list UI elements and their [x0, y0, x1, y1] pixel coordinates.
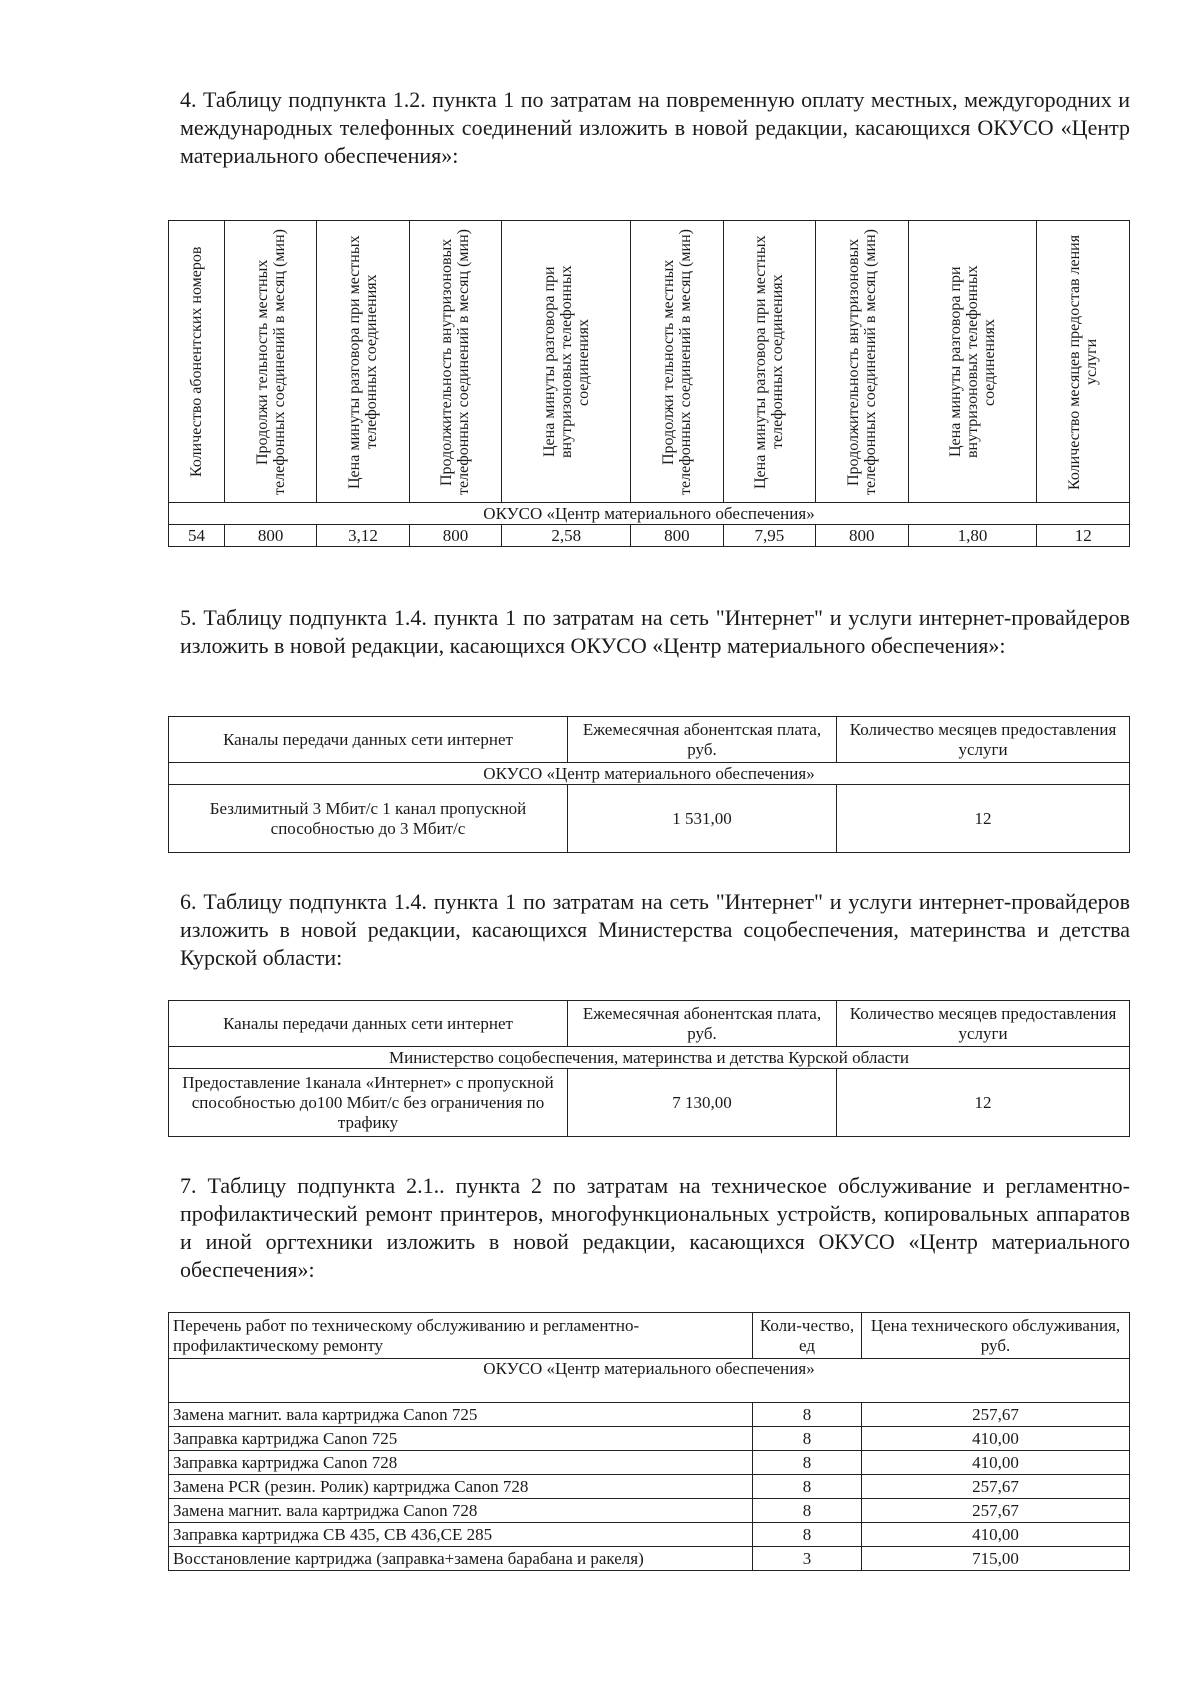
t4-cell: 800 — [224, 525, 316, 547]
paragraph-7: 7. Таблицу подпункта 2.1.. пункта 2 по затратам на техническое обслуживание и регламентно-профилактический ремонт принтеров, многофункциональных устройств, копировальных аппаратов и иной оргтехники изложить в новой редакции, касающихся ОКУСО «Центр материального обеспечения»: — [180, 1173, 1130, 1282]
t5-header-channels: Каналы передачи данных сети интернет — [169, 717, 568, 763]
t5-cell-fee: 1 531,00 — [568, 785, 837, 853]
table-row: Заправка картриджа Canon 728 — [169, 1451, 753, 1475]
paragraph-4: 4. Таблицу подпункта 1.2. пункта 1 по затратам на повременную оплату местных, междугородних и международных телефонных соединений изложить в новой редакции, касающихся ОКУСО «Центр материального обеспечения»: — [180, 87, 1130, 168]
t7-qty: 8 — [753, 1451, 862, 1475]
t5-cell-channel: Безлимитный 3 Мбит/с 1 канал пропускной способностью до 3 Мбит/с — [169, 785, 568, 853]
t6-org-row: Министерство соцобеспечения, материнства и детства Курской области — [169, 1047, 1130, 1069]
t4-cell: 800 — [409, 525, 501, 547]
t6-cell-channel: Предоставление 1канала «Интернет» с пропускной способностью до100 Мбит/с без ограничения по трафику — [169, 1069, 568, 1137]
t4-header: Количество абонентских номеров — [169, 221, 225, 503]
t4-header: Количество месяцев предостав ления услуги — [1037, 221, 1130, 503]
t6-header-fee: Ежемесячная абонентская плата, руб. — [568, 1001, 837, 1047]
t4-cell: 2,58 — [502, 525, 631, 547]
t7-price: 410,00 — [862, 1523, 1130, 1547]
t6-cell-fee: 7 130,00 — [568, 1069, 837, 1137]
t4-org-row: ОКУСО «Центр материального обеспечения» — [169, 503, 1130, 525]
table-row: Замена PCR (резин. Ролик) картриджа Canon 728 — [169, 1475, 753, 1499]
t4-cell: 12 — [1037, 525, 1130, 547]
table-7-maintenance — [168, 1312, 1130, 1571]
t4-cell: 800 — [816, 525, 908, 547]
t4-header: Цена минуты разговора при местных телефонных соединениях — [723, 221, 815, 503]
t7-price: 410,00 — [862, 1427, 1130, 1451]
t7-qty: 8 — [753, 1499, 862, 1523]
table-row: Восстановление картриджа (заправка+замена барабана и ракеля) — [169, 1547, 753, 1571]
t4-header: Продолжительность внутризоновых телефонных соединений в месяц (мин) — [816, 221, 908, 503]
table-4-telephone — [168, 220, 1130, 547]
t5-header-fee: Ежемесячная абонентская плата, руб. — [568, 717, 837, 763]
t7-qty: 8 — [753, 1523, 862, 1547]
t4-header: Цена минуты разговора при местных телефонных соединениях — [317, 221, 409, 503]
t4-header: Цена минуты разговора при внутризоновых телефонных соединениях — [908, 221, 1037, 503]
t7-qty: 8 — [753, 1475, 862, 1499]
t4-cell: 54 — [169, 525, 225, 547]
paragraph-5: 5. Таблицу подпункта 1.4. пункта 1 по затратам на сеть "Интернет" и услуги интернет-провайдеров изложить в новой редакции, касающихся ОКУСО «Центр материального обеспечения»: — [180, 605, 1130, 658]
paragraph-6: 6. Таблицу подпункта 1.4. пункта 1 по затратам на сеть "Интернет" и услуги интернет-провайдеров изложить в новой редакции, касающихся Министерства соцобеспечения, материнства и детства Курской области: — [180, 889, 1130, 970]
t4-header: Цена минуты разговора при внутризоновых телефонных соединениях — [502, 221, 631, 503]
t7-price: 257,67 — [862, 1499, 1130, 1523]
t6-header-months: Количество месяцев предоставления услуги — [837, 1001, 1130, 1047]
t5-header-months: Количество месяцев предоставления услуги — [837, 717, 1130, 763]
t7-qty: 8 — [753, 1403, 862, 1427]
t7-price: 257,67 — [862, 1403, 1130, 1427]
t7-header-works: Перечень работ по техническому обслуживанию и регламентно-профилактическому ремонту — [169, 1313, 753, 1359]
t7-price: 410,00 — [862, 1451, 1130, 1475]
t4-cell: 7,95 — [723, 525, 815, 547]
t7-qty: 8 — [753, 1427, 862, 1451]
t5-cell-months: 12 — [837, 785, 1130, 853]
t4-cell: 3,12 — [317, 525, 409, 547]
t6-header-channels: Каналы передачи данных сети интернет — [169, 1001, 568, 1047]
t4-header: Продолжи тельность местных телефонных соединений в месяц (мин) — [631, 221, 723, 503]
t7-qty: 3 — [753, 1547, 862, 1571]
t4-header: Продолжительность внутризоновых телефонных соединений в месяц (мин) — [409, 221, 501, 503]
table-row: Заправка картриджа Canon 725 — [169, 1427, 753, 1451]
t6-cell-months: 12 — [837, 1069, 1130, 1137]
t7-price: 715,00 — [862, 1547, 1130, 1571]
t7-header-qty: Коли-чество, ед — [753, 1313, 862, 1359]
table-6-internet — [168, 1000, 1130, 1137]
t4-header: Продолжи тельность местных телефонных соединений в месяц (мин) — [224, 221, 316, 503]
t5-org-row: ОКУСО «Центр материального обеспечения» — [169, 763, 1130, 785]
t7-header-price: Цена технического обслуживания, руб. — [862, 1313, 1130, 1359]
table-row: Заправка картриджа CB 435, CB 436,CE 285 — [169, 1523, 753, 1547]
t4-cell: 800 — [631, 525, 723, 547]
table-row: Замена магнит. вала картриджа Canon 728 — [169, 1499, 753, 1523]
table-5-internet — [168, 716, 1130, 853]
t7-org-row: ОКУСО «Центр материального обеспечения» — [169, 1359, 1130, 1403]
t4-cell: 1,80 — [908, 525, 1037, 547]
table-row: Замена магнит. вала картриджа Canon 725 — [169, 1403, 753, 1427]
t7-price: 257,67 — [862, 1475, 1130, 1499]
